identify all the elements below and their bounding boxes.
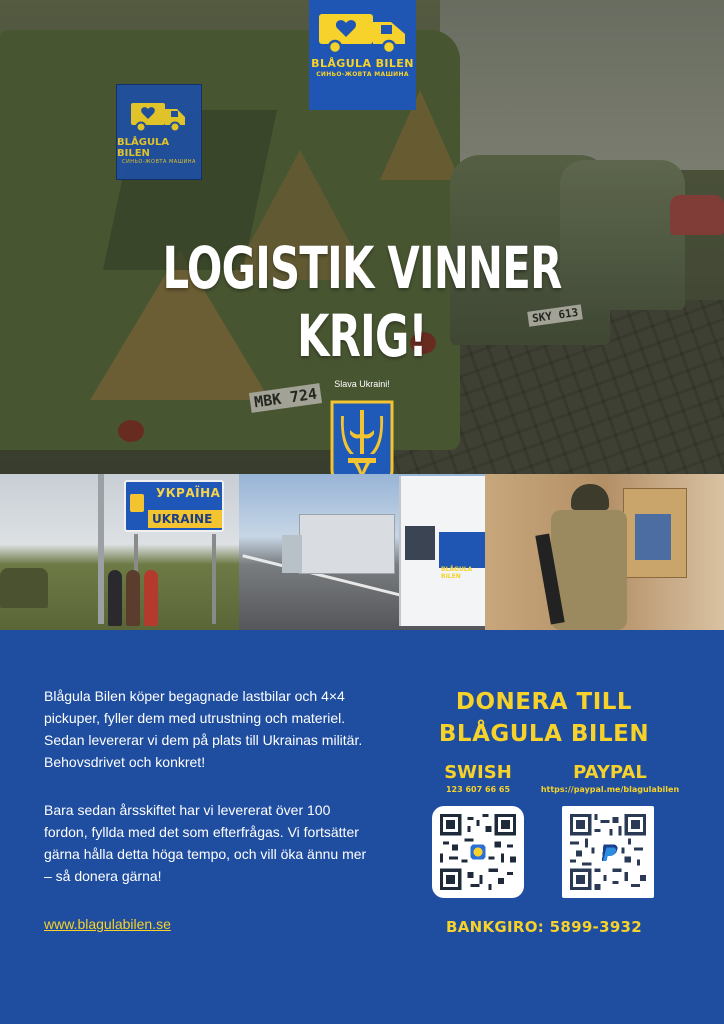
- box-label: [635, 514, 671, 560]
- paypal-qr-code[interactable]: [562, 806, 654, 898]
- truck-cab: [282, 535, 302, 573]
- license-plate: MBK 724: [249, 383, 322, 413]
- progress-paragraph: Bara sedan årsskiftet har vi levererat över 100 fordon, fyllda med det som efterfrågas. Vi fortsätter gärna hålla detta höga tempo, och vill öka ännu mer – så donera gärna!: [44, 802, 367, 884]
- truck-window: [405, 526, 435, 560]
- license-plate: SKY 613: [527, 304, 583, 326]
- info-section: [0, 630, 724, 1024]
- swish-number: 123 607 66 65: [445, 785, 511, 794]
- donate-title-line2: BLÅGULA BILEN: [438, 721, 650, 747]
- truck-decal: [439, 532, 485, 568]
- paypal-url[interactable]: https://paypal.me/blagulabilen: [540, 785, 680, 794]
- slogan: Slava Ukraini!: [334, 379, 390, 389]
- sign-text-ukrainian: УКРАЇНА: [156, 486, 221, 500]
- website-link[interactable]: www.blagulabilen.se: [44, 916, 171, 932]
- sticker-sub: СИНЬО-ЖОВТА МАШИНА: [122, 159, 196, 165]
- donate-title-line1: DONERA TILL: [455, 689, 633, 715]
- photo-soldier-unloading: [485, 474, 724, 630]
- brand-logo: [309, 0, 416, 110]
- photo-border-sign: [0, 474, 239, 630]
- logo-name: BLÅGULA BILEN: [311, 57, 414, 70]
- truck-icon: [129, 99, 189, 133]
- sign-pole: [212, 534, 216, 624]
- person: [126, 570, 140, 626]
- page-headline: LOGISTIK VINNER KRIG!: [162, 234, 562, 370]
- blagula-truck: [399, 476, 485, 626]
- sticker-name: BLÅGULA BILEN: [117, 137, 170, 159]
- truck-icon: [317, 10, 409, 54]
- ukraine-border-sign: [124, 480, 224, 532]
- sign-text-english: UKRAINE: [152, 512, 213, 526]
- qr-code-icon: [440, 814, 516, 890]
- person: [108, 570, 122, 626]
- person: [144, 570, 158, 626]
- paypal-label: PAYPAL: [573, 762, 647, 783]
- lamp-post: [98, 474, 104, 624]
- soldier: [537, 484, 627, 630]
- donate-title: [404, 686, 684, 750]
- trident-emblem-icon: [130, 494, 144, 512]
- logo-subtitle: СИНЬО-ЖОВТА МАШИНА: [316, 71, 409, 78]
- swish-label: SWISH: [444, 762, 512, 783]
- photo-strip: [0, 474, 724, 630]
- group-of-people: [108, 562, 162, 626]
- helmet: [571, 484, 609, 510]
- photo-truck-convoy: [239, 474, 485, 630]
- truck-sticker: [116, 84, 202, 180]
- qr-code-icon: [570, 814, 646, 890]
- parked-car: [0, 568, 48, 608]
- truck-decal-text: BLÅGULA BILEN: [441, 566, 473, 580]
- swish-qr-code[interactable]: [432, 806, 524, 898]
- bankgiro-number: BANKGIRO: 5899-3932: [445, 918, 643, 936]
- convoy-truck: [299, 514, 395, 574]
- about-paragraph: Blågula Bilen köper begagnade lastbilar och 4×4 pickuper, fyller dem med utrustning och materiel. Sedan levererar vi dem på plats till Ukrainas militär. Behovsdrivet och konkret!: [44, 688, 363, 770]
